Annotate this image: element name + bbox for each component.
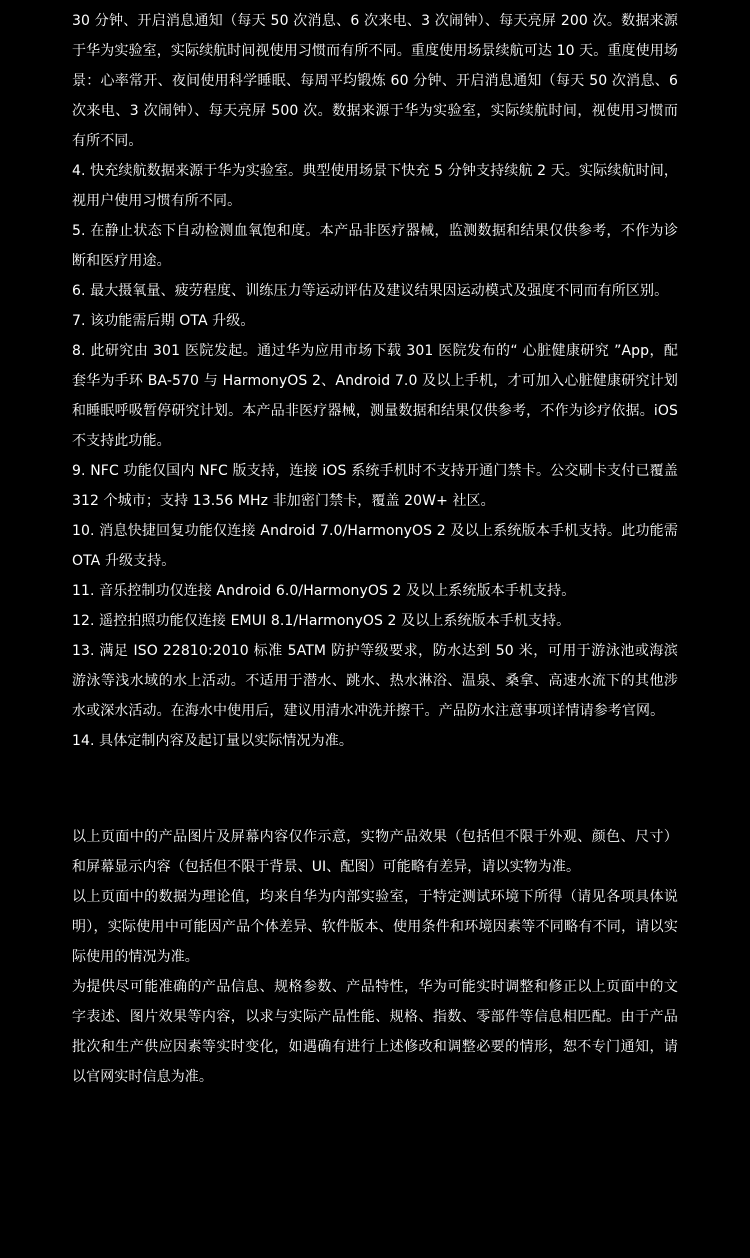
footnote-7: 7. 该功能需后期 OTA 升级。: [72, 313, 255, 329]
footnote-9: 9. NFC 功能仅国内 NFC 版支持，连接 iOS 系统手机时不支持开通门禁卡。公交刷卡支付已覆盖 312 个城市；支持 13.56 MHz 非加密门禁卡，覆盖 20W+ 社区。: [72, 463, 678, 509]
disclaimer-paragraph-updates: 为提供尽可能准确的产品信息、规格参数、产品特性，华为可能实时调整和修正以上页面中的文字表述、图片效果等内容，以求与实际产品性能、规格、指数、零部件等信息相匹配。由于产品批次和生产供应因素等实时变化，如遇确有进行上述修改和调整必要的情形，恕不专门通知，请以官网实时信息为准。: [72, 979, 678, 1085]
footnote-3-continued: 30 分钟、开启消息通知（每天 50 次消息、6 次来电、3 次闹钟）、每天亮屏 200 次。数据来源于华为实验室，实际续航时间视使用习惯而有所不同。重度使用场景续航可达 10 天。重度使用场景：心率常开、夜间使用科学睡眠、每周平均锻炼 60 分钟、开启消息通知（每天 50 次消息、6 次来电、3 次闹钟）、每天亮屏 500 次。数据来源于华为实验室，实际续航时间，视使用习惯而有所不同。: [72, 13, 678, 149]
disclaimer-paragraph-data: 以上页面中的数据为理论值，均来自华为内部实验室，于特定测试环境下所得（请见各项具体说明），实际使用中可能因产品个体差异、软件版本、使用条件和环境因素等不同略有不同，请以实际使用的情况为准。: [72, 889, 678, 965]
footnote-8: 8. 此研究由 301 医院发起。通过华为应用市场下载 301 医院发布的“ 心脏健康研究 ”App，配套华为手环 BA-570 与 HarmonyOS 2、Android 7.0 及以上手机，才可加入心脏健康研究计划和睡眠呼吸暂停研究计划。本产品非医疗器械，测量数据和结果仅供参考，不作为诊疗依据。iOS 不支持此功能。: [72, 343, 678, 449]
disclaimer-paragraph-images: 以上页面中的产品图片及屏幕内容仅作示意，实物产品效果（包括但不限于外观、颜色、尺寸）和屏幕显示内容（包括但不限于背景、UI、配图）可能略有差异，请以实物为准。: [72, 829, 678, 875]
footnote-4: 4. 快充续航数据来源于华为实验室。典型使用场景下快充 5 分钟支持续航 2 天。实际续航时间，视用户使用习惯有所不同。: [72, 163, 678, 209]
footnote-14: 14. 具体定制内容及起订量以实际情况为准。: [72, 733, 353, 749]
product-footnotes: [72, 6, 678, 756]
footnote-5: 5. 在静止状态下自动检测血氧饱和度。本产品非医疗器械，监测数据和结果仅供参考，不作为诊断和医疗用途。: [72, 223, 678, 269]
footnote-13: 13. 满足 ISO 22810:2010 标准 5ATM 防护等级要求，防水达到 50 米，可用于游泳池或海滨游泳等浅水域的水上活动。不适用于潜水、跳水、热水淋浴、温泉、桑拿、高速水流下的其他涉水或深水活动。在海水中使用后，建议用清水冲洗并擦干。产品防水注意事项详情请参考官网。: [72, 643, 678, 719]
footnote-12: 12. 遥控拍照功能仅连接 EMUI 8.1/HarmonyOS 2 及以上系统版本手机支持。: [72, 613, 571, 629]
disclaimer-section: [72, 822, 678, 1092]
footnote-6: 6. 最大摄氧量、疲劳程度、训练压力等运动评估及建议结果因运动模式及强度不同而有所区别。: [72, 283, 669, 299]
footnote-10: 10. 消息快捷回复功能仅连接 Android 7.0/HarmonyOS 2 及以上系统版本手机支持。此功能需 OTA 升级支持。: [72, 523, 678, 569]
footnote-11: 11. 音乐控制功仅连接 Android 6.0/HarmonyOS 2 及以上系统版本手机支持。: [72, 583, 576, 599]
